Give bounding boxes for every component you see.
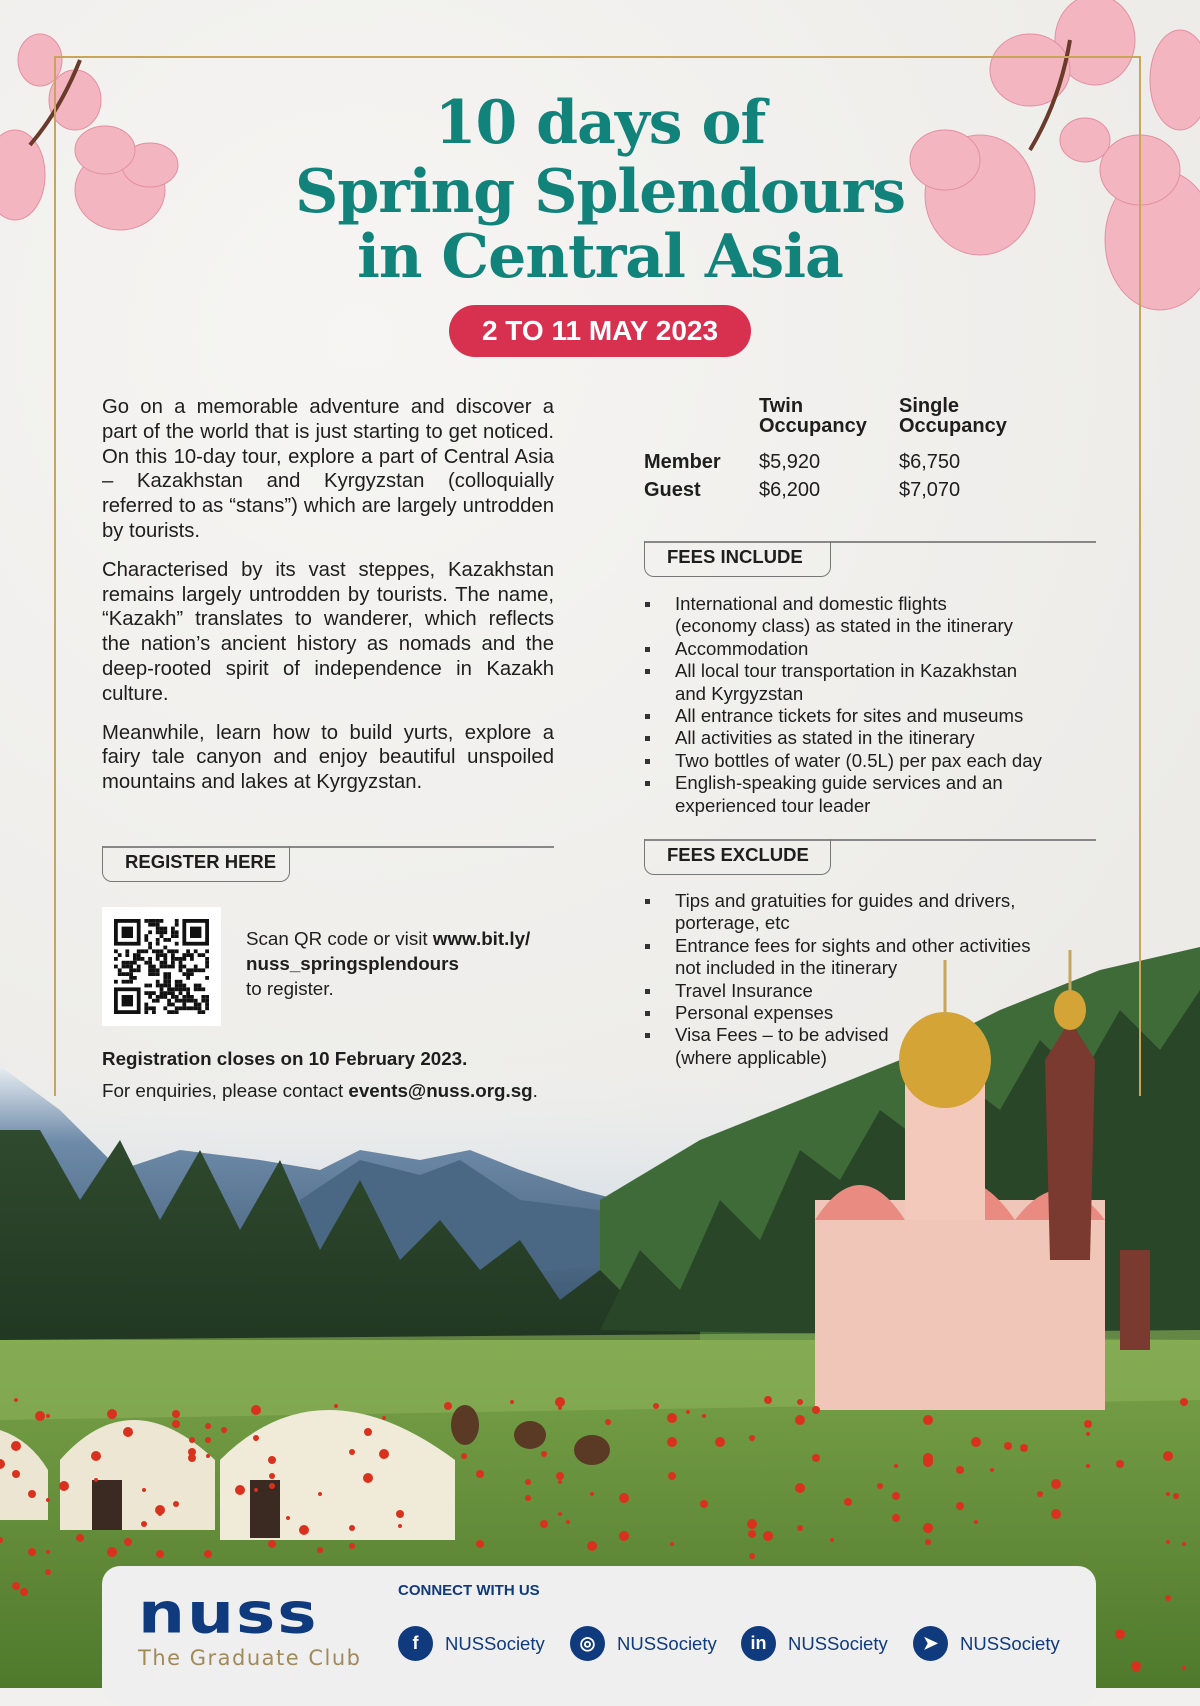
fee-item: Travel Insurance (645, 980, 1095, 1002)
telegram-icon: ➤ (913, 1626, 948, 1661)
fee-item: All entrance tickets for sites and museums (645, 705, 1095, 727)
facebook-icon: f (398, 1626, 433, 1661)
qr-code[interactable] (102, 907, 221, 1026)
social-handle: NUSSociety (617, 1632, 717, 1654)
social-linkedin[interactable] (741, 1626, 888, 1661)
linkedin-icon: in (741, 1626, 776, 1661)
row-guest-label: Guest (644, 479, 701, 501)
nuss-logo: nuss (138, 1580, 319, 1647)
fee-item: Two bottles of water (0.5L) per pax each day (645, 750, 1095, 772)
member-single-price: $6,750 (899, 451, 961, 473)
social-telegram[interactable] (913, 1626, 1060, 1661)
enquiry-email[interactable]: events@nuss.org.sg (348, 1080, 533, 1101)
row-member-label: Member (644, 451, 721, 473)
club-name: The Graduate Club (138, 1646, 362, 1670)
enquiry-period: . (532, 1080, 538, 1101)
fee-item: International and domestic flights (economy class) as stated in the itinerary (645, 593, 1095, 638)
social-handle: NUSSociety (445, 1632, 545, 1654)
fee-item: Entrance fees for sights and other activities not included in the itinerary (645, 935, 1095, 980)
title-line-2: Spring Splendours (294, 157, 905, 227)
fee-item: English-speaking guide services and an experienced tour leader (645, 772, 1095, 817)
member-twin-price: $5,920 (759, 451, 821, 473)
enquiry-line (102, 1080, 538, 1102)
register-url[interactable]: www.bit.ly/ nuss_springsplendours (246, 928, 531, 974)
register-instructions (246, 926, 530, 1001)
fee-item: Personal expenses (645, 1002, 1095, 1024)
intro-paragraph: Characterised by its vast steppes, Kazakhstan remains largely untrodden by tourists. The name, “Kazakh” translates to wanderer, which reflects the nation’s ancient history as nomads and the deep-rooted spirit of independence in Kazakh culture. (102, 558, 554, 705)
registration-deadline: Registration closes on 10 February 2023. (102, 1048, 468, 1069)
title-line-3: in Central Asia (357, 222, 843, 292)
scan-text: Scan QR code or visit (246, 928, 433, 949)
social-handle: NUSSociety (788, 1632, 888, 1654)
fee-item: All local tour transportation in Kazakhstan and Kyrgyzstan (645, 660, 1095, 705)
fee-item: Tips and gratuities for guides and drivers, porterage, etc (645, 890, 1095, 935)
intro-paragraph: Meanwhile, learn how to build yurts, explore a fairy tale canyon and enjoy beautiful unspoiled mountains and lakes at Kyrgyzstan. (102, 721, 554, 794)
social-facebook[interactable] (398, 1626, 545, 1661)
fees-exclude-list (645, 890, 1095, 1069)
fees-include-list (645, 593, 1095, 817)
title-line-1: 10 days of (434, 88, 766, 158)
intro-text (102, 395, 554, 809)
register-heading: REGISTER HERE (102, 846, 290, 882)
guest-single-price: $7,070 (899, 479, 961, 501)
intro-paragraph: Go on a memorable adventure and discover a part of the world that is just starting to get noticed. On this 10-day tour, explore a part of Central Asia – Kazakhstan and Kyrgyzstan (colloquially referred to as “stans”) which are largely untrodden by tourists. (102, 396, 554, 542)
fee-item: Accommodation (645, 638, 1095, 660)
instagram-icon: ◎ (570, 1626, 605, 1661)
footer (102, 1566, 1096, 1706)
fees-include-heading: FEES INCLUDE (644, 541, 831, 577)
fee-item: All activities as stated in the itinerary (645, 727, 1095, 749)
social-instagram[interactable] (570, 1626, 717, 1661)
header-single: Single Occupancy (899, 395, 1007, 437)
fee-item: Visa Fees – to be advised (where applicable) (645, 1024, 1095, 1069)
guest-twin-price: $6,200 (759, 479, 821, 501)
date-badge: 2 TO 11 MAY 2023 (449, 305, 751, 357)
header-twin: Twin Occupancy (759, 395, 867, 437)
connect-heading: CONNECT WITH US (398, 1582, 540, 1599)
social-handle: NUSSociety (960, 1632, 1060, 1654)
fees-exclude-heading: FEES EXCLUDE (644, 839, 831, 875)
to-register-text: to register. (246, 978, 334, 999)
enquiry-text: For enquiries, please contact (102, 1080, 349, 1101)
